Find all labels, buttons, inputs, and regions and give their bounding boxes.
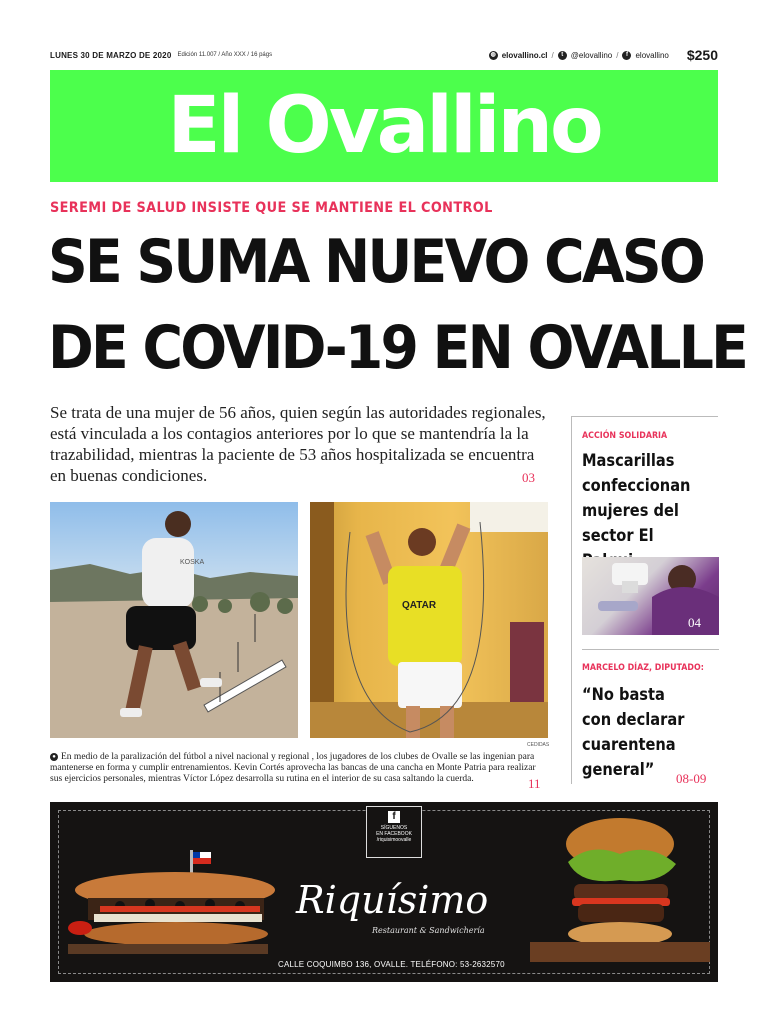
headline-line-1: SE SUMA NUEVO CASO [48, 227, 703, 297]
masthead [50, 70, 718, 182]
headline-line-2: DE COVID-19 EN OVALLE [48, 313, 747, 383]
newspaper-logo: El Ovallino [167, 81, 601, 171]
sidebar-story1-kicker: ACCIÓN SOLIDARIA [582, 431, 668, 441]
sidebar [571, 416, 718, 784]
caption-page-ref: 11 [528, 776, 541, 791]
photo-victor-lopez [310, 502, 548, 738]
fb-handle: /riquisimoovalle [376, 837, 412, 843]
twitter-icon: t [558, 51, 567, 60]
sidebar-divider [582, 649, 719, 650]
lead-page-ref: 03 [522, 470, 535, 485]
top-info-bar [50, 46, 718, 64]
photo-kevin-cortes [50, 502, 298, 738]
facebook-icon: f [622, 51, 631, 60]
fb-line1: SÍGUENOS [380, 825, 408, 831]
edition-info: Edición 11.007 / Año XXX / 16 págs [177, 52, 273, 58]
photo-victor-lopez-art [310, 502, 548, 738]
contact-links [489, 47, 718, 63]
sidebar-story1-title[interactable]: Mascarillas confeccionan mujeres del sector El [582, 451, 691, 546]
lead-kicker: SEREMI DE SALUD INSISTE QUE SE MANTIENE EL CONTROL [50, 200, 493, 216]
fb-line2: EN FACEBOOK [376, 831, 412, 837]
price: $250 [686, 47, 718, 63]
sidebar-story2-kicker: MARCELO DÍAZ, DIPUTADO: [582, 663, 704, 673]
ad-address: CALLE COQUIMBO 136, OVALLE. TELÉFONO: 53-2632570 [278, 960, 505, 969]
issue-date: LUNES 30 DE MARZO DE 2020 [50, 50, 172, 60]
jersey-text: QATAR [402, 600, 437, 611]
sidebar-story2-title[interactable]: “No basta con declarar cuarentena general” [582, 685, 685, 780]
lead-deck: Se trata de una mujer de 56 años, quien según las autoridades regionales, está vinculada a los contagios anteriores por lo que se mantendría la la trazabilidad, mientras la paciente de 53 años hospitalizada se encuentra en buenas condiciones. [50, 403, 546, 485]
riquisimo-advertisement[interactable] [50, 802, 718, 982]
facebook-icon: f [388, 811, 400, 823]
facebook-link[interactable]: elovallino [635, 50, 669, 60]
ad-subtitle: Restaurant & Sandwichería [372, 926, 485, 935]
separator: / [616, 50, 619, 60]
sidebar-story1-photo [582, 557, 719, 635]
website-link[interactable]: elovallino.cl [501, 50, 548, 60]
photo-kevin-cortes-art [50, 502, 298, 738]
sidebar-story2-page: 08-09 [676, 771, 707, 786]
twitter-link[interactable]: @elovallino [570, 50, 613, 60]
separator: / [551, 50, 554, 60]
sidebar-story1-page: 04 [688, 615, 701, 630]
photo-caption [50, 752, 550, 785]
camera-icon: ● [50, 753, 58, 761]
ad-brand-name: Riquísimo [296, 878, 489, 922]
facebook-badge[interactable] [366, 806, 422, 858]
lead-headline[interactable] [48, 218, 747, 390]
photo-credit: CEDIDAS [527, 742, 550, 748]
web-icon: ◍ [490, 51, 496, 58]
shirt-text: KOSKA [180, 559, 205, 566]
caption-text: En medio de la paralización del fútbol a nivel nacional y regional , los jugadores de los clubes de Ovalle se las ingenian para mantenerse en forma y cumplir entrenamientos. Kevin Cortés aprovecha las bancas de una cancha en Monte Patria para realizar sus ejercicios personales, mientras Víctor López desarrolla su rutina en el interior de su casa saltando la cuerda. [50, 752, 536, 784]
